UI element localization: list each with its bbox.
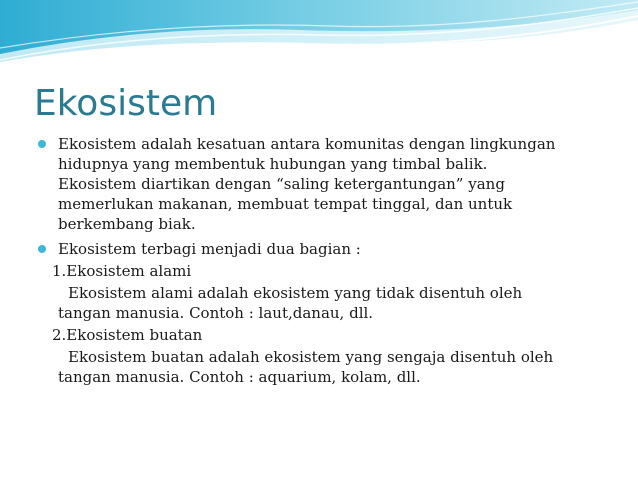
- type-heading: 2.Ekosistem buatan: [52, 326, 203, 344]
- type-description: [36, 283, 616, 323]
- ecosystem-type-artificial: [36, 325, 616, 387]
- bullet-line: Ekosistem diartikan dengan “saling ketergantungan” yang: [58, 175, 505, 193]
- bullet-line: hidupnya yang membentuk hubungan yang timbal balik.: [58, 155, 488, 173]
- bullet-dot-icon: [38, 140, 46, 148]
- bullet-line: memerlukan makanan, membuat tempat tinggal, dan untuk: [58, 195, 513, 213]
- wave-header-decoration: [0, 0, 638, 80]
- bullet-definition: [36, 134, 616, 234]
- type-description-line: Ekosistem buatan adalah ekosistem yang sengaja disentuh oleh: [68, 348, 554, 366]
- ecosystem-type-natural: [36, 261, 616, 323]
- slide-title: Ekosistem: [34, 83, 218, 124]
- type-description-line: tangan manusia. Contoh : laut,danau, dll.: [58, 304, 374, 322]
- bullet-division: [36, 239, 616, 259]
- bullet-dot-icon: [38, 245, 46, 253]
- bullet-line: Ekosistem adalah kesatuan antara komunitas dengan lingkungan: [58, 135, 556, 153]
- bullet-line: berkembang biak.: [58, 215, 196, 233]
- type-description: [36, 347, 616, 387]
- slide-body: [36, 134, 616, 387]
- type-description-line: tangan manusia. Contoh : aquarium, kolam, dll.: [58, 368, 421, 386]
- type-description-line: Ekosistem alami adalah ekosistem yang tidak disentuh oleh: [68, 284, 523, 302]
- bullet-line: Ekosistem terbagi menjadi dua bagian :: [58, 240, 361, 258]
- type-heading: 1.Ekosistem alami: [52, 262, 192, 280]
